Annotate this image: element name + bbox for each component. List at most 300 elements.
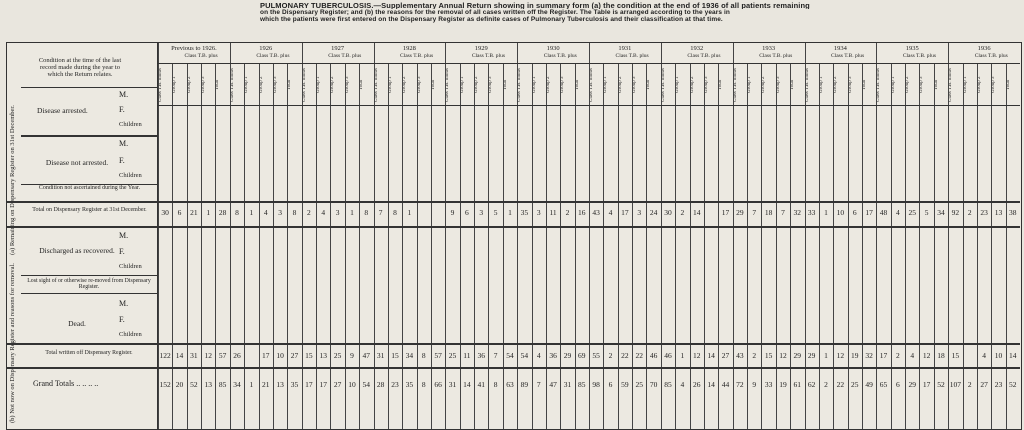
subcolumn-header: Group 1 — [962, 76, 968, 94]
subcolumn-header: Total — [790, 79, 796, 91]
table-cell: 66 — [434, 380, 442, 389]
subcolumn-header: Group 1 — [531, 76, 537, 94]
table-cell: 54 — [520, 351, 529, 360]
subcolumn-header: Class T.B. minus — [732, 68, 738, 102]
table-cell: 4 — [895, 208, 900, 217]
column-rule — [316, 63, 317, 429]
column-rule — [187, 63, 188, 429]
subcolumn-header: Group 2 — [689, 76, 695, 94]
table-cell: 35 — [520, 208, 529, 217]
column-rule — [733, 43, 734, 429]
table-cell: 6 — [177, 208, 182, 217]
class-header: Class T.B. plus — [543, 53, 577, 59]
class-header: Class T.B. plus — [471, 53, 505, 59]
table-cell: 27 — [721, 351, 730, 360]
table-cell: 1 — [508, 208, 512, 217]
column-rule — [273, 63, 274, 429]
subcolumn-header: Group 2 — [976, 76, 982, 94]
class-header: Class T.B. plus — [256, 53, 290, 59]
table-cell: 30 — [161, 208, 169, 217]
table-cell: 92 — [951, 208, 960, 217]
column-rule — [388, 63, 389, 429]
table-cell: 14 — [175, 351, 184, 360]
table-cell: 4 — [982, 351, 986, 360]
subcolumn-header: Group 3 — [201, 76, 207, 94]
subcolumn-header: Group 3 — [344, 76, 350, 94]
subcolumn-header: Class T.B. minus — [229, 68, 235, 102]
table-cell: 18 — [764, 208, 773, 217]
row-condition-not-ascertained: Condition not ascertained during the Year. — [38, 185, 141, 191]
subcolumn-header: Total — [287, 79, 293, 91]
row-da-f: F. — [119, 105, 125, 114]
subcolumn-header: Class T.B. minus — [948, 68, 954, 102]
table-cell: 33 — [807, 208, 816, 217]
column-rule — [158, 43, 159, 429]
table-cell: 47 — [549, 380, 557, 389]
subcolumn-header: Group 2 — [905, 76, 911, 94]
table-cell: 72 — [736, 380, 744, 389]
class-header: Class T.B. plus — [184, 53, 218, 59]
subcolumn-header: Group 3 — [632, 76, 638, 94]
table-cell: 8 — [421, 380, 426, 389]
row-grand-totals: Grand Totals .. .. .. .. — [33, 379, 99, 388]
table-cell: 11 — [463, 351, 471, 360]
table-cell: 13 — [276, 380, 284, 389]
table-cell: 15 — [764, 351, 773, 360]
column-rule — [934, 63, 935, 429]
column-rule — [833, 63, 834, 429]
year-header: 1926 — [259, 45, 273, 52]
table-cell: 62 — [807, 380, 816, 389]
table-cell: 54 — [362, 380, 371, 389]
row-total-written-off: Total written off Dispensary Register. — [45, 350, 133, 356]
subcolumn-header: Group 3 — [560, 76, 566, 94]
table-cell: 22 — [836, 380, 845, 389]
table-cell: 17 — [865, 208, 873, 217]
table-cell: 4 — [263, 208, 268, 217]
table-cell: 65 — [879, 380, 888, 389]
table-cell: 26 — [233, 351, 241, 360]
table-cell: 8 — [421, 351, 426, 360]
subcolumn-header: Total — [574, 79, 580, 91]
row-dead: Dead. — [68, 319, 86, 328]
subcolumn-header: Group 2 — [402, 76, 408, 94]
table-cell: 52 — [1009, 380, 1017, 389]
table-cell: 55 — [592, 351, 600, 360]
subcolumn-header: Group 2 — [761, 76, 767, 94]
table-cell: 49 — [865, 380, 873, 389]
table-cell: 41 — [477, 380, 485, 389]
table-cell: 14 — [707, 351, 715, 360]
column-rule — [891, 63, 892, 429]
table-cell: 17 — [721, 208, 730, 217]
column-rule — [618, 63, 619, 429]
table-cell: 8 — [493, 380, 498, 389]
column-rule — [302, 43, 303, 429]
table-cell: 27 — [333, 380, 342, 389]
table-cell: 4 — [680, 380, 685, 389]
column-rule — [230, 43, 231, 429]
subcolumn-header: Group 1 — [316, 76, 322, 94]
row-rule — [158, 367, 1020, 369]
column-rule — [503, 63, 504, 429]
table-cell: 27 — [980, 380, 988, 389]
subcolumn-header: Class T.B. minus — [158, 68, 163, 102]
table-cell: 1 — [249, 208, 254, 217]
table-cell: 85 — [664, 380, 672, 389]
table-cell: 54 — [506, 351, 514, 360]
table-cell: 9 — [752, 380, 757, 389]
class-header: Class T.B. plus — [615, 53, 649, 59]
table-cell: 12 — [922, 351, 931, 360]
column-rule — [560, 63, 561, 429]
row-disease-arrested: Disease arrested. — [37, 106, 88, 115]
table-cell: 19 — [779, 380, 787, 389]
section-a-label: (a) Remaining on Dispensary Register on 31st December. — [9, 105, 16, 256]
class-header: Class T.B. plus — [687, 53, 721, 59]
subcolumn-header: Group 1 — [172, 76, 178, 94]
table-cell: 3 — [637, 208, 642, 217]
table-cell: 17 — [621, 208, 629, 217]
subcolumn-header: Total — [502, 79, 508, 91]
subcolumn-header: Class T.B. minus — [804, 68, 810, 102]
table-cell: 24 — [649, 208, 658, 217]
subcolumn-header: Class T.B. minus — [445, 68, 451, 102]
table-cell: 1 — [249, 380, 254, 389]
column-rule — [460, 63, 461, 429]
table-cell: 12 — [836, 351, 845, 360]
row-rule — [158, 105, 1020, 106]
subcolumn-header: Group 1 — [890, 76, 896, 94]
row-dr-m: M. — [119, 231, 129, 240]
subcolumn-header: Group 3 — [919, 76, 925, 94]
subcolumn-header: Group 1 — [675, 76, 681, 94]
subcolumn-header: Class T.B. minus — [373, 68, 379, 102]
table-cell: 22 — [635, 351, 644, 360]
table-cell: 4 — [910, 351, 915, 360]
column-rule — [977, 63, 978, 429]
table-cell: 5 — [493, 208, 498, 217]
return-table — [6, 42, 1022, 430]
subcolumn-header: Group 1 — [747, 76, 753, 94]
table-cell: 35 — [405, 380, 414, 389]
subcolumn-header: Group 3 — [488, 76, 494, 94]
table-cell: 2 — [608, 351, 613, 360]
table-cell: 29 — [563, 351, 572, 360]
row-dr-children: Children — [119, 263, 142, 270]
subcolumn-header: Total — [718, 79, 724, 91]
table-cell: 2 — [967, 380, 972, 389]
table-cell: 52 — [937, 380, 945, 389]
table-cell: 36 — [549, 351, 557, 360]
row-dna-f: F. — [119, 156, 125, 165]
table-cell: 59 — [621, 380, 629, 389]
table-cell: 12 — [779, 351, 787, 360]
table-cell: 85 — [218, 380, 227, 389]
year-header: 1934 — [833, 45, 847, 52]
table-cell: 1 — [824, 351, 828, 360]
subcolumn-header: Total — [646, 79, 652, 91]
table-cell: 152 — [159, 380, 171, 389]
table-cell: 7 — [781, 208, 785, 217]
table-cell: 26 — [692, 380, 701, 389]
table-cell: 10 — [276, 351, 284, 360]
column-rule — [374, 43, 375, 429]
column-rule — [546, 63, 547, 429]
table-cell: 6 — [895, 380, 900, 389]
subcolumn-header: Group 2 — [186, 76, 192, 94]
table-cell: 43 — [736, 351, 744, 360]
table-cell: 2 — [306, 208, 311, 217]
table-cell: 15 — [951, 351, 960, 360]
column-rule — [963, 63, 964, 429]
table-cell: 48 — [879, 208, 888, 217]
table-cell: 7 — [493, 351, 498, 360]
table-cell: 25 — [908, 208, 916, 217]
subcolumn-header: Total — [430, 79, 436, 91]
year-header: 1931 — [618, 45, 632, 52]
table-cell: 4 — [608, 208, 613, 217]
table-cell: 3 — [278, 208, 282, 217]
column-rule — [259, 63, 260, 429]
subcolumn-header: Group 1 — [818, 76, 824, 94]
subcolumn-header: Group 3 — [703, 76, 709, 94]
table-cell: 17 — [305, 380, 313, 389]
year-header: 1930 — [546, 45, 560, 52]
subcolumn-header: Total — [861, 79, 867, 91]
column-rule — [747, 63, 748, 429]
table-cell: 3 — [536, 208, 541, 217]
column-rule — [819, 63, 820, 429]
table-cell: 27 — [290, 351, 299, 360]
year-header: 1936 — [977, 45, 991, 52]
table-cell: 10 — [994, 351, 1003, 360]
subcolumn-header: Group 2 — [330, 76, 336, 94]
table-cell: 32 — [865, 351, 873, 360]
table-cell: 1 — [206, 208, 211, 217]
year-header: 1927 — [331, 45, 345, 52]
table-cell: 12 — [692, 351, 701, 360]
table-cell: 23 — [391, 380, 399, 389]
table-cell: 29 — [908, 380, 916, 389]
table-cell: 7 — [378, 208, 383, 217]
column-rule — [330, 63, 331, 429]
row-dead-m: M. — [119, 299, 129, 308]
table-cell: 14 — [692, 208, 701, 217]
row-da-children: Children — [119, 121, 142, 128]
subcolumn-header: Group 2 — [474, 76, 480, 94]
subcolumn-header: Group 2 — [545, 76, 551, 94]
column-rule — [201, 63, 202, 429]
subcolumn-header: Group 1 — [603, 76, 609, 94]
table-cell: 29 — [793, 351, 802, 360]
table-cell: 35 — [290, 380, 299, 389]
column-rule — [632, 63, 633, 429]
table-cell: 25 — [851, 380, 859, 389]
column-rule — [862, 63, 863, 429]
table-cell: 21 — [190, 208, 198, 217]
table-cell: 43 — [592, 208, 600, 217]
column-rule — [287, 63, 288, 429]
table-cell: 20 — [175, 380, 184, 389]
column-rule — [805, 43, 806, 429]
table-cell: 2 — [967, 208, 972, 217]
class-header: Class T.B. plus — [902, 53, 936, 59]
table-cell: 2 — [824, 380, 828, 389]
table-cell: 7 — [536, 380, 541, 389]
row-labels — [7, 43, 158, 429]
table-cell: 33 — [764, 380, 773, 389]
table-cell: 3 — [479, 208, 484, 217]
table-cell: 12 — [204, 351, 213, 360]
table-cell: 28 — [376, 380, 385, 389]
table-cell: 9 — [450, 208, 455, 217]
column-rule — [603, 63, 604, 429]
column-rule — [790, 63, 791, 429]
column-rule — [1006, 63, 1007, 429]
table-cell: 15 — [391, 351, 399, 360]
table-cell: 6 — [608, 380, 613, 389]
title-line-1: PULMONARY TUBERCULOSIS.—Supplementary Annual Return showing in summary form (a) the condition at the end of 1936 of all patients remaining — [260, 2, 810, 9]
table-cell: 9 — [350, 351, 354, 360]
table-cell: 34 — [233, 380, 241, 389]
column-rule — [848, 63, 849, 429]
table-cell: 31 — [376, 351, 385, 360]
subcolumn-header: Group 1 — [244, 76, 250, 94]
row-rule — [158, 343, 1020, 345]
table-cell: 46 — [664, 351, 672, 360]
subcolumn-header: Class T.B. minus — [517, 68, 523, 102]
row-lost-sight: Lost sight of or otherwise re-moved from Dispensary Register. — [27, 278, 151, 290]
column-rule — [905, 63, 906, 429]
table-cell: 23 — [980, 208, 988, 217]
table-cell: 57 — [218, 351, 227, 360]
table-cell: 17 — [319, 380, 327, 389]
table-cell: 85 — [578, 380, 586, 389]
title-line-3: which the patients were first entered on the Dispensary Register as definite cases of Pulmonary Tuberculosis and their classification at that time. — [260, 16, 723, 23]
subcolumn-header: Total — [1005, 79, 1011, 91]
table-cell: 31 — [563, 380, 572, 389]
table-cell: 14 — [1009, 351, 1017, 360]
row-disease-not-arrested: Disease not arrested. — [45, 158, 109, 167]
subcolumn-header: Total — [359, 79, 365, 91]
column-rule — [589, 43, 590, 429]
column-rule — [919, 63, 920, 429]
table-cell: 69 — [578, 351, 586, 360]
table-cell: 25 — [635, 380, 644, 389]
table-cell: 8 — [393, 208, 397, 217]
column-rule — [532, 63, 533, 429]
column-rule — [402, 63, 403, 429]
column-rule — [517, 43, 518, 429]
table-cell: 70 — [649, 380, 658, 389]
row-total-on-register: Total on Dispensary Register at 31st December. — [32, 207, 147, 213]
table-cell: 16 — [578, 208, 586, 217]
subcolumn-header: Group 1 — [387, 76, 393, 94]
table-cell: 1 — [680, 351, 685, 360]
condition-header: Condition at the time of the last record made during the year to which the Return relates. — [38, 57, 122, 78]
column-rule — [876, 43, 877, 429]
subcolumn-header: Total — [933, 79, 939, 91]
subcolumn-header: Class T.B. minus — [660, 68, 666, 102]
year-header: 1932 — [690, 45, 704, 52]
class-header: Class T.B. plus — [328, 53, 362, 59]
subcolumn-header: Group 1 — [459, 76, 465, 94]
table-cell: 57 — [434, 351, 442, 360]
table-cell: 47 — [362, 351, 371, 360]
table-cell: 22 — [621, 351, 629, 360]
subcolumn-header: Group 3 — [991, 76, 997, 94]
year-header: 1929 — [474, 45, 488, 52]
column-rule — [675, 63, 676, 429]
column-rule — [488, 63, 489, 429]
column-rule — [474, 63, 475, 429]
column-rule — [359, 63, 360, 429]
column-rule — [431, 63, 432, 429]
table-cell: 46 — [649, 351, 658, 360]
table-cell: 5 — [924, 208, 929, 217]
table-cell: 13 — [319, 351, 327, 360]
row-rule — [158, 63, 1020, 64]
table-cell: 1 — [824, 208, 828, 217]
table-cell: 32 — [793, 208, 802, 217]
table-cell: 38 — [1009, 208, 1017, 217]
class-header: Class T.B. plus — [974, 53, 1008, 59]
column-rule — [215, 63, 216, 429]
table-cell: 4 — [536, 351, 541, 360]
table-cell: 10 — [348, 380, 356, 389]
table-cell: 25 — [448, 351, 457, 360]
table-cell: 4 — [321, 208, 326, 217]
table-cell: 15 — [305, 351, 313, 360]
subcolumn-header: Group 3 — [272, 76, 278, 94]
table-cell: 21 — [261, 380, 270, 389]
table-cell: 17 — [879, 351, 888, 360]
year-header: 1935 — [905, 45, 919, 52]
table-cell: 3 — [335, 208, 340, 217]
row-rule — [158, 201, 1020, 203]
column-rule — [948, 43, 949, 429]
table-cell: 14 — [463, 380, 471, 389]
table-cell: 30 — [664, 208, 672, 217]
table-cell: 8 — [235, 208, 239, 217]
table-cell: 31 — [448, 380, 457, 389]
table-cell: 29 — [736, 208, 744, 217]
column-rule — [761, 63, 762, 429]
subcolumn-header: Group 3 — [775, 76, 781, 94]
table-cell: 1 — [407, 208, 412, 217]
table-cell: 1 — [350, 208, 354, 217]
row-rule — [158, 226, 1020, 228]
table-cell: 89 — [520, 380, 529, 389]
row-dr-f: F. — [119, 247, 125, 256]
table-cell: 29 — [807, 351, 816, 360]
table-cell: 34 — [937, 208, 945, 217]
table-cell: 122 — [159, 351, 171, 360]
table-cell: 13 — [204, 380, 213, 389]
table-cell: 23 — [994, 380, 1003, 389]
table-cell: 44 — [721, 380, 730, 389]
column-rule — [704, 63, 705, 429]
row-dna-m: M. — [119, 139, 129, 148]
table-cell: 28 — [218, 208, 227, 217]
table-cell: 107 — [949, 380, 961, 389]
table-cell: 34 — [405, 351, 414, 360]
column-rule — [445, 43, 446, 429]
table-cell: 18 — [937, 351, 945, 360]
subcolumn-header: Group 2 — [258, 76, 264, 94]
table-cell: 98 — [592, 380, 600, 389]
